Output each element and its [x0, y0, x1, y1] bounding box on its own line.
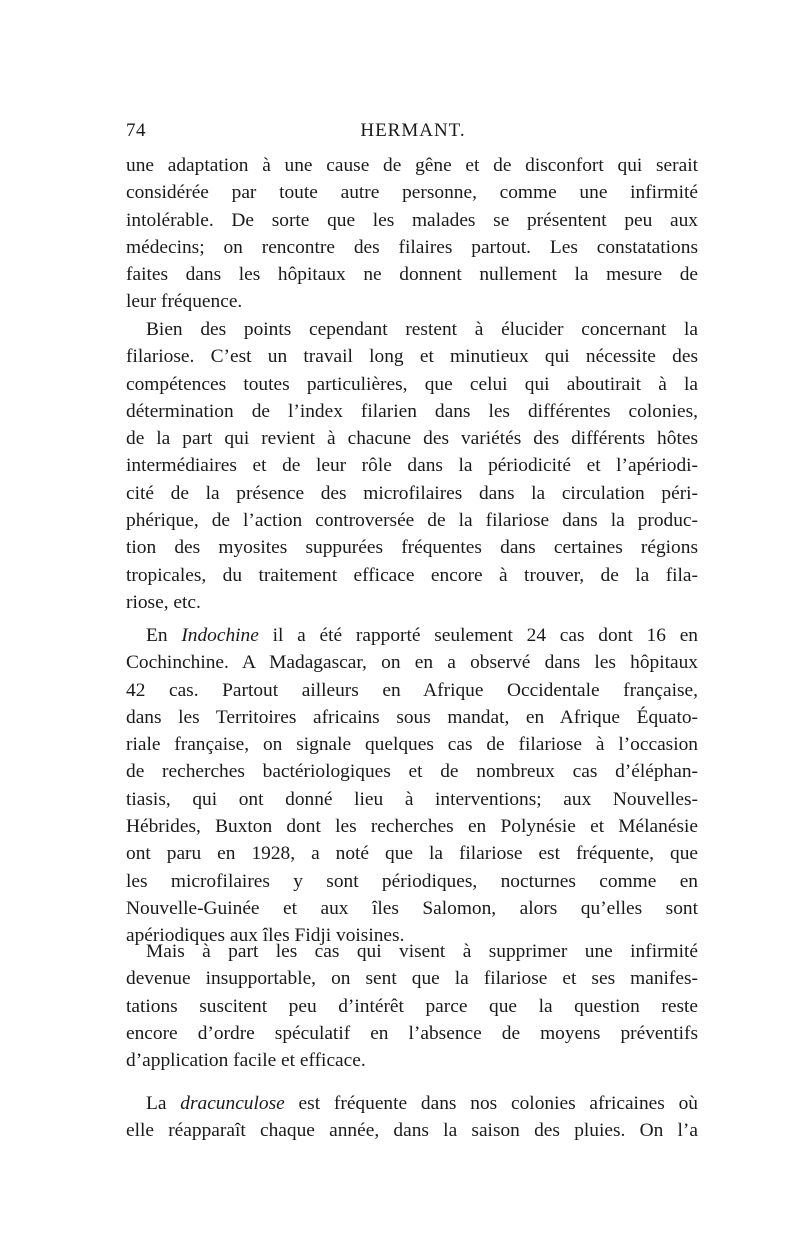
text-line: apériodiques aux îles Fidji voisines.: [126, 925, 405, 947]
paragraph-5: [126, 1090, 698, 1145]
running-title: HERMANT.: [360, 120, 466, 141]
text-line: devenue insupportable, on sent que la filariose et ses manifes-: [126, 968, 698, 990]
text-line: tiasis, qui ont donné lieu à interventions; aux Nouvelles-: [126, 788, 698, 810]
text-line: cité de la présence des microfilaires dans la circulation péri-: [126, 482, 698, 504]
running-head: [126, 120, 700, 146]
text-line: une adaptation à une cause de gêne et de disconfort qui serait: [126, 155, 698, 176]
text-line: leur fréquence.: [126, 291, 243, 313]
paragraph-4: [126, 938, 698, 1074]
text-line: de recherches bactériologiques et de nombreux cas d’éléphan-: [126, 761, 698, 783]
paragraph-1: [126, 152, 698, 316]
text-line: intolérable. De sorte que les malades se présentent peu aux: [126, 209, 698, 231]
text-fragment: il a été rapporté seulement 24 cas dont 16 en: [258, 625, 698, 646]
text-line: compétences toutes particulières, que celui qui aboutirait à la: [126, 373, 698, 395]
text-line: [126, 1090, 698, 1117]
text-line: médecins; on rencontre des filaires partout. Les constatations: [126, 236, 698, 258]
text-line: [126, 622, 698, 649]
page-number: 74: [126, 120, 146, 141]
text-line: Hébrides, Buxton dont les recherches en Polynésie et Mélanésie: [126, 816, 698, 838]
text-line: les microfilaires y sont périodiques, nocturnes comme en: [126, 870, 698, 892]
text-line: intermédiaires et de leur rôle dans la périodicité et l’apériodi-: [126, 455, 698, 477]
text-line: détermination de l’index filarien dans les différentes colonies,: [126, 400, 698, 422]
text-line: tropicales, du traitement efficace encore à trouver, de la fila-: [126, 564, 698, 586]
text-line: riose, etc.: [126, 591, 201, 613]
italic-term: Indochine: [181, 625, 259, 646]
text-line: 42 cas. Partout ailleurs en Afrique Occidentale française,: [126, 679, 698, 701]
text-fragment: est fréquente dans nos colonies africaines où: [284, 1093, 698, 1114]
paragraph-3: [126, 622, 698, 950]
text-line: phérique, de l’action controversée de la filariose dans la produc-: [126, 510, 698, 532]
text-line: Bien des points cependant restent à élucider concernant la: [146, 319, 698, 340]
text-line: de la part qui revient à chacune des variétés des différents hôtes: [126, 428, 698, 450]
text-line: dans les Territoires africains sous mandat, en Afrique Équato-: [126, 706, 698, 728]
text-line: elle réapparaît chaque année, dans la saison des pluies. On l’a: [126, 1120, 698, 1142]
text-line: tations suscitent peu d’intérêt parce que la question reste: [126, 995, 698, 1017]
text-line: filariose. C’est un travail long et minutieux qui nécessite des: [126, 346, 698, 368]
italic-term: dracunculose: [180, 1093, 285, 1114]
paragraph-2: [126, 316, 698, 616]
text-line: d’application facile et efficace.: [126, 1050, 366, 1072]
text-line: considérée par toute autre personne, comme une infirmité: [126, 182, 698, 204]
text-line: encore d’ordre spéculatif en l’absence de moyens préventifs: [126, 1022, 698, 1044]
text-line: faites dans les hôpitaux ne donnent nullement la mesure de: [126, 264, 698, 286]
text-fragment: En: [146, 625, 182, 646]
text-fragment: La: [146, 1093, 181, 1114]
text-line: Cochinchine. A Madagascar, on en a observé dans les hôpitaux: [126, 652, 698, 674]
text-line: Nouvelle-Guinée et aux îles Salomon, alors qu’elles sont: [126, 897, 698, 919]
text-line: ont paru en 1928, a noté que la filariose est fréquente, que: [126, 843, 698, 865]
text-line: Mais à part les cas qui visent à supprimer une infirmité: [146, 941, 698, 962]
text-line: riale française, on signale quelques cas de filariose à l’occasion: [126, 734, 698, 756]
text-line: tion des myosites suppurées fréquentes dans certaines régions: [126, 537, 698, 559]
